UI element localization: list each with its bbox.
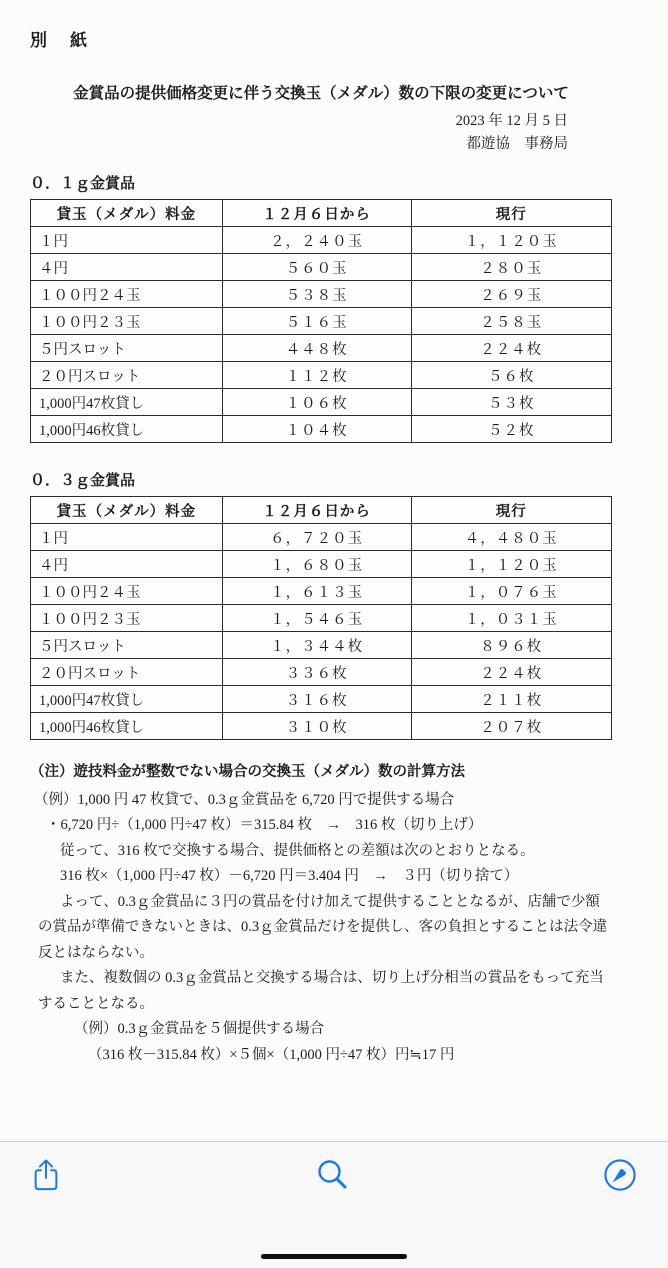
home-indicator[interactable] bbox=[261, 1254, 407, 1259]
table-row bbox=[31, 227, 612, 254]
table-cell: １，３４４枚 bbox=[222, 632, 411, 659]
table-cell: ５１６玉 bbox=[222, 308, 411, 335]
table-cell: ６，７２０玉 bbox=[222, 524, 411, 551]
table-cell: 1,000円46枚貸し bbox=[31, 713, 223, 740]
table-cell: ５６枚 bbox=[411, 362, 611, 389]
table-cell: ２０７枚 bbox=[411, 713, 611, 740]
column-header-new: １２月６日から bbox=[222, 200, 411, 227]
table-cell: １，６８０玉 bbox=[222, 551, 411, 578]
table-cell: ２５８玉 bbox=[411, 308, 611, 335]
document-title: 金賞品の提供価格変更に伴う交換玉（メダル）数の下限の変更について bbox=[73, 85, 569, 102]
table-row bbox=[31, 551, 612, 578]
note-line: 従って、316 枚で交換する場合、提供価格との差額は次のとおりとなる。 bbox=[60, 842, 535, 859]
table-01g bbox=[30, 199, 612, 443]
document-date: 2023 年 12 月 5 日 bbox=[455, 113, 568, 129]
search-button[interactable] bbox=[313, 1155, 351, 1193]
table-cell: ２０円スロット bbox=[31, 362, 223, 389]
table-cell: 1,000円47枚貸し bbox=[31, 389, 223, 416]
search-icon bbox=[315, 1179, 349, 1194]
table-header-row bbox=[31, 497, 612, 524]
table-row bbox=[31, 281, 612, 308]
note-line: よって、0.3ｇ金賞品に３円の賞品を付け加えて提供することとなるが、店舗で少額の賞品が準備できないときは、0.3ｇ金賞品だけを提供し、客の負担とすることは法令違反とはならない。 bbox=[38, 893, 608, 961]
column-header-current: 現行 bbox=[411, 497, 611, 524]
table-cell: 1,000円46枚貸し bbox=[31, 416, 223, 443]
table-cell: ３１６枚 bbox=[222, 686, 411, 713]
note-line: （316 枚－315.84 枚）×５個×（1,000 円÷47 枚）円≒17 円 bbox=[88, 1046, 455, 1063]
table-cell: ２，２４０玉 bbox=[222, 227, 411, 254]
table-cell: ４円 bbox=[31, 254, 223, 281]
table-cell: ５円スロット bbox=[31, 632, 223, 659]
notes-heading: （注）遊技料金が整数でない場合の交換玉（メダル）数の計算方法 bbox=[30, 764, 465, 780]
table-cell: １，０７６玉 bbox=[411, 578, 611, 605]
table-row bbox=[31, 524, 612, 551]
column-header-fee: 貸玉（メダル）料金 bbox=[31, 497, 223, 524]
table-row bbox=[31, 632, 612, 659]
table-row bbox=[31, 659, 612, 686]
table-cell: ５３８玉 bbox=[222, 281, 411, 308]
table-cell: １００円２４玉 bbox=[31, 578, 223, 605]
table-cell: ４４８枚 bbox=[222, 335, 411, 362]
table-row bbox=[31, 389, 612, 416]
table-cell: １００円２３玉 bbox=[31, 308, 223, 335]
table-row bbox=[31, 416, 612, 443]
table-header-row bbox=[31, 200, 612, 227]
table-cell: ２２４枚 bbox=[411, 659, 611, 686]
column-header-current: 現行 bbox=[411, 200, 611, 227]
table-cell: ５２枚 bbox=[411, 416, 611, 443]
section-heading-01g: ０．１ｇ金賞品 bbox=[30, 175, 136, 192]
appendix-label: 別 紙 bbox=[30, 31, 90, 50]
table-cell: ５６０玉 bbox=[222, 254, 411, 281]
table-cell: １円 bbox=[31, 524, 223, 551]
table-cell: ８９６枚 bbox=[411, 632, 611, 659]
table-cell: １０４枚 bbox=[222, 416, 411, 443]
note-line: ・6,720 円÷（1,000 円÷47 枚）＝315.84 枚 → 316 枚（切り上げ） bbox=[46, 817, 483, 833]
table-row bbox=[31, 254, 612, 281]
table-row bbox=[31, 308, 612, 335]
table-03g bbox=[30, 496, 612, 740]
table-cell: １１２枚 bbox=[222, 362, 411, 389]
table-cell: 1,000円47枚貸し bbox=[31, 686, 223, 713]
markup-icon bbox=[602, 1181, 638, 1196]
table-cell: １，５４６玉 bbox=[222, 605, 411, 632]
markup-button[interactable] bbox=[600, 1155, 640, 1195]
document-issuer: 都遊協 事務局 bbox=[466, 136, 568, 152]
section-heading-03g: ０．３ｇ金賞品 bbox=[30, 472, 136, 489]
table-row bbox=[31, 713, 612, 740]
note-line: （例）0.3ｇ金賞品を５個提供する場合 bbox=[74, 1021, 325, 1037]
notes-section bbox=[30, 760, 612, 1068]
table-cell: １００円２３玉 bbox=[31, 605, 223, 632]
table-cell: ３１０枚 bbox=[222, 713, 411, 740]
table-cell: ２０円スロット bbox=[31, 659, 223, 686]
table-cell: １円 bbox=[31, 227, 223, 254]
table-cell: ２２４枚 bbox=[411, 335, 611, 362]
table-cell: １，１２０玉 bbox=[411, 551, 611, 578]
table-cell: １，０３１玉 bbox=[411, 605, 611, 632]
note-line: 316 枚×（1,000 円÷47 枚）－6,720 円＝3.404 円 → ３円（切り捨て） bbox=[60, 868, 519, 884]
table-cell: １００円２４玉 bbox=[31, 281, 223, 308]
note-line: また、複数個の 0.3ｇ金賞品と交換する場合は、切り上げ分相当の賞品をもって充当することとなる。 bbox=[38, 970, 604, 1012]
table-cell: １０６枚 bbox=[222, 389, 411, 416]
share-icon bbox=[30, 1181, 62, 1196]
table-cell: ２６９玉 bbox=[411, 281, 611, 308]
note-line: （例）1,000 円 47 枚貸で、0.3ｇ金賞品を 6,720 円で提供する場合 bbox=[34, 791, 455, 808]
table-cell: ２８０玉 bbox=[411, 254, 611, 281]
table-row bbox=[31, 605, 612, 632]
table-row bbox=[31, 578, 612, 605]
table-cell: １，６１３玉 bbox=[222, 578, 411, 605]
document-meta bbox=[30, 110, 612, 156]
table-row bbox=[31, 362, 612, 389]
table-row bbox=[31, 335, 612, 362]
table-cell: １，１２０玉 bbox=[411, 227, 611, 254]
table-row bbox=[31, 686, 612, 713]
column-header-fee: 貸玉（メダル）料金 bbox=[31, 200, 223, 227]
table-cell: ５３枚 bbox=[411, 389, 611, 416]
table-cell: ４，４８０玉 bbox=[411, 524, 611, 551]
column-header-new: １２月６日から bbox=[222, 497, 411, 524]
bottom-toolbar bbox=[0, 1141, 668, 1268]
table-cell: ４円 bbox=[31, 551, 223, 578]
table-cell: ２１１枚 bbox=[411, 686, 611, 713]
table-cell: ３３６枚 bbox=[222, 659, 411, 686]
table-cell: ５円スロット bbox=[31, 335, 223, 362]
share-button[interactable] bbox=[28, 1155, 64, 1195]
